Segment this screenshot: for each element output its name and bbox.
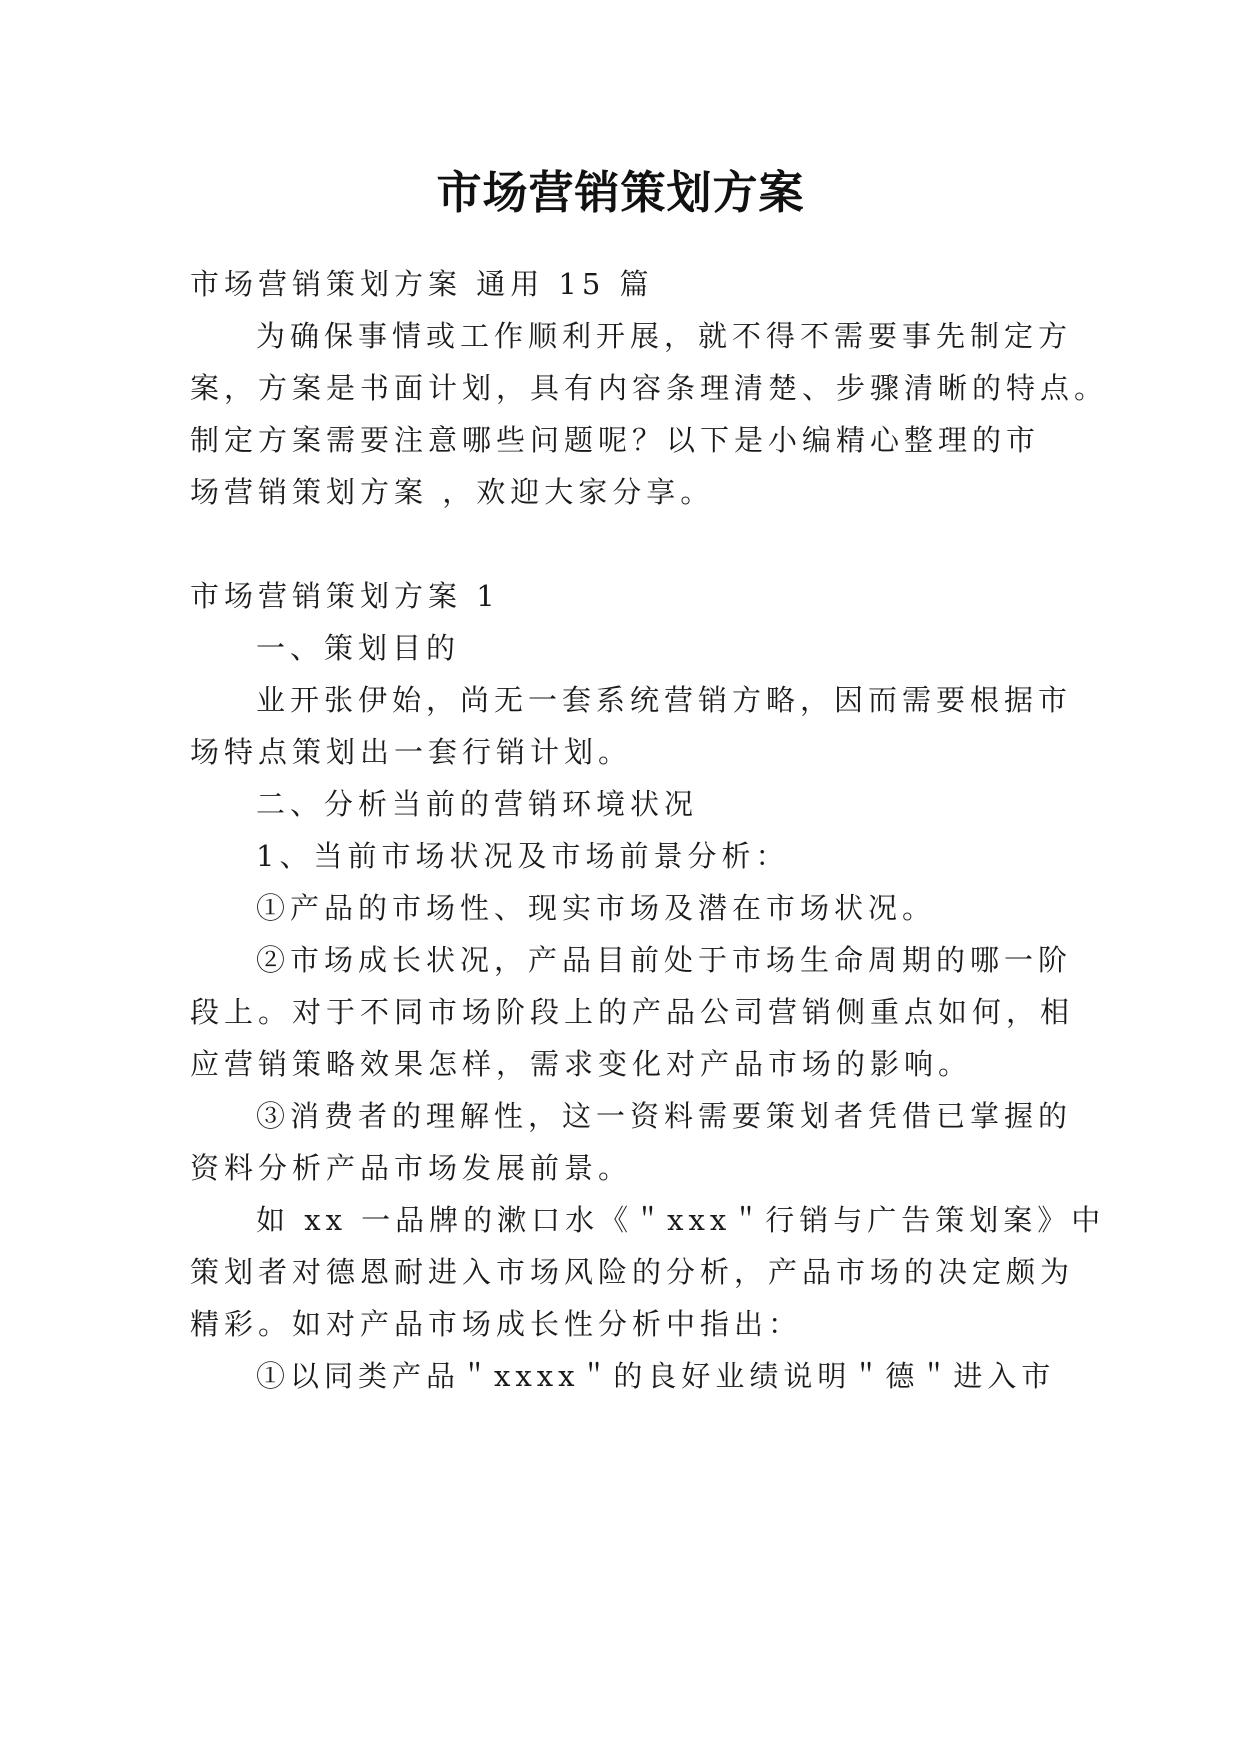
paragraph-line: 资料分析产品市场发展前景。 (190, 1151, 633, 1185)
paragraph-line: 1、当前市场状况及市场前景分析： (256, 839, 790, 873)
paragraph-line: 为确保事情或工作顺利开展，就不得不需要事先制定方 (256, 319, 1073, 353)
subheading: 二、分析当前的营销环境状况 (256, 787, 699, 821)
document-title: 市场营销策划方案 (436, 166, 805, 219)
paragraph-line: 场营销策划方案 ，欢迎大家分享。 (190, 475, 715, 509)
paragraph-line: ③消费者的理解性，这一资料需要策划者凭借已掌握的 (256, 1099, 1073, 1133)
paragraph-line: ②市场成长状况，产品目前处于市场生命周期的哪一阶 (256, 943, 1073, 977)
paragraph-line: 案，方案是书面计划，具有内容条理清楚、步骤清晰的特点。 (190, 371, 1109, 405)
paragraph-line: ①产品的市场性、现实市场及潜在市场状况。 (256, 891, 937, 925)
subheading: 一、策划目的 (256, 631, 461, 665)
paragraph-line: 如 xx 一品牌的漱口水《＂xxx＂行销与广告策划案》中 (256, 1203, 1106, 1237)
section-heading: 市场营销策划方案 1 (190, 579, 500, 613)
paragraph-line: 场特点策划出一套行销计划。 (190, 735, 633, 769)
paragraph-line: 制定方案需要注意哪些问题呢？以下是小编精心整理的市 (190, 423, 1041, 457)
paragraph-line: 策划者对德恩耐进入市场风险的分析，产品市场的决定颇为 (190, 1255, 1075, 1289)
paragraph-line: 应营销策略效果怎样，需求变化对产品市场的影响。 (190, 1047, 973, 1081)
paragraph-line: 段上。对于不同市场阶段上的产品公司营销侧重点如何，相 (190, 995, 1075, 1029)
subtitle-line: 市场营销策划方案 通用 15 篇 (190, 267, 654, 301)
paragraph-line: 精彩。如对产品市场成长性分析中指出： (190, 1307, 803, 1341)
paragraph-line: ①以同类产品＂xxxx＂的良好业绩说明＂德＂进入市 (256, 1359, 1056, 1393)
paragraph-line: 业开张伊始，尚无一套系统营销方略，因而需要根据市 (256, 683, 1073, 717)
